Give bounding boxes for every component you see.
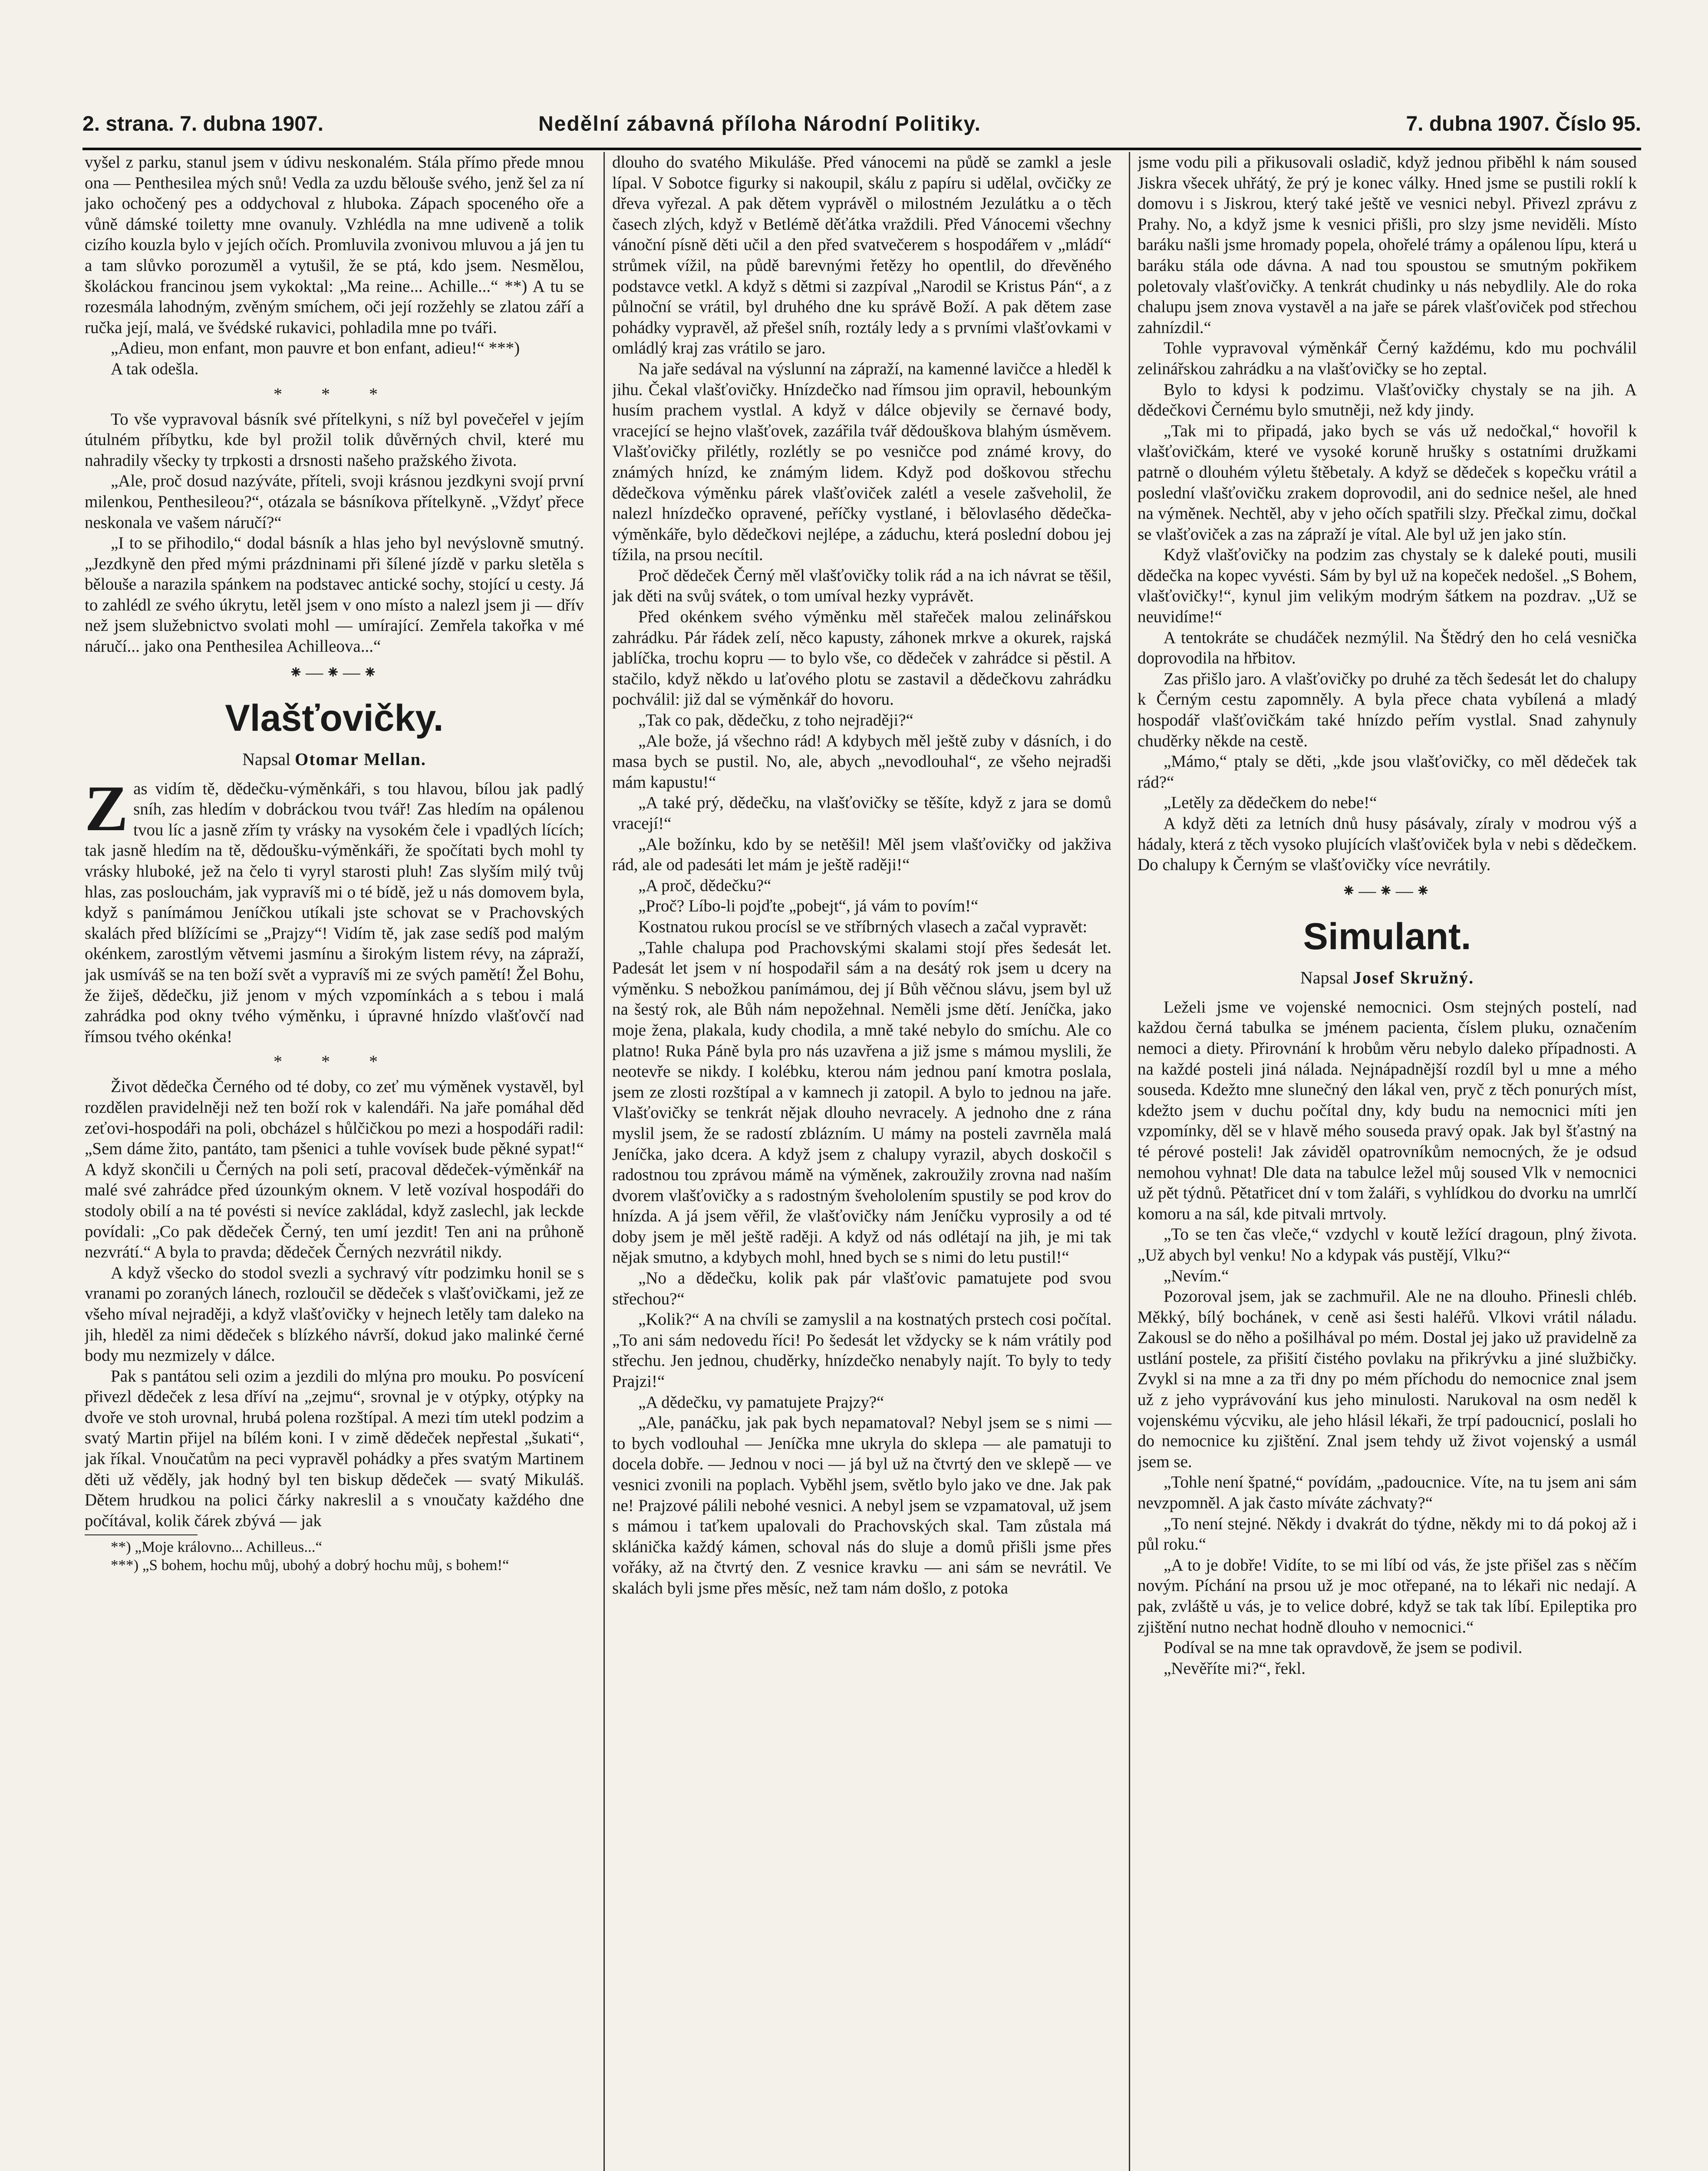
- paragraph: „Ale, proč dosud nazýváte, příteli, svoji krásnou jezdkyni svojí první milenkou, Penthesileou?“, otázala se básníkova přítelkyně. „Vždyť přece neskonala ve vašem náručí?“: [85, 472, 584, 532]
- paragraph: „Adieu, mon enfant, mon pauvre et bon enfant, adieu!“ ***): [111, 339, 520, 358]
- paragraph: „A to je dobře! Vidíte, to se mi líbí od vás, že jste přišel zas s něčím novým. Píchání na prsou už je moc otřepané, na to lékaři nic nedají. A pak, zvláště u vás, je to velice dobré, když se tak tak líbí. Epileptika pro zjištění nutno nechat hodně dlouho v nemocnici.“: [1138, 1555, 1637, 1636]
- footnote: **) „Moje královno... Achilleus...“: [111, 1538, 322, 1556]
- author-name: Josef Skružný.: [1352, 967, 1474, 987]
- paragraph: Kostnatou rukou procísl se ve stříbrných vlasech a začal vypravět:: [638, 917, 1088, 936]
- paragraph: Proč dědeček Černý měl vlašťovičky tolik rád a na ich návrat se těšil, jak děti na svůj svátek, o tom umíval hezky vyprávět.: [612, 566, 1111, 606]
- paragraph: Tohle vypravoval výměnkář Černý každému, kdo mu pochválil zelinářskou zahrádku a na vlašťovičky se ho zeptal.: [1138, 339, 1637, 378]
- paragraph: A tak odešla.: [111, 359, 199, 378]
- section-break: * * *: [274, 384, 395, 404]
- footnote: ***) „S bohem, hochu můj, ubohý a dobrý hochu můj, s bohem!“: [111, 1557, 509, 1574]
- paragraph: To vše vypravoval básník své přítelkyni, s níž byl povečeřel v jejím útulném příbytku, kde byl prožil tolik důvěrných chvil, které mu nahradily všecky ty trpkosti a drsnosti našeho pražského života.: [85, 409, 584, 470]
- paragraph: „To se ten čas vleče,“ vzdychl v koutě ležící dragoun, plný života. „Už abych byl venku! No a kdypak vás pustějí, Vlku?“: [1138, 1225, 1637, 1264]
- byline-prefix: Napsal: [1300, 967, 1349, 987]
- paragraph: „Tahle chalupa pod Prachovskými skalami stojí přes šedesát let. Padesát let jsem v ní hospodařil sám a na desátý rok jsem u dcery na výměnku. S nebožkou panímámou, dej jí Bůh věčnou slávu, jsem byl už na šestý rok, ale Bůh nám nepožehnal. Neměli jsme dětí. Jeníčka, jako moje žena, plakala, kudy chodila, a mně také nebylo do smíchu. Ale co platno! Ruka Páně byla pro nás uzavřena a již jsme s mámou myslili, že neotevře se nikdy. I kolébku, kterou nám jednou paní kmotra poslala, jsem ze zlosti rozštípal a v kamnech ji zatopil. A bylo to jednou na jaře. Vlašťovičky se tenkrát nějak dlouho nevracely. A jednoho dne z rána myslil jsem, že se radostí zblázním. U mámy na postelі zavrněla malá Jeníčka, jako dcera. A když jsem z chalupy vyrazil, abych doskočil s radostnou tou zprávou mámě na výměnek, zakroužily zrovna nad naším dvorem vlašťovičky a s radostným švehololením spustily se pod krov do hnízda. A já jsem věřil, že vlašťovičky nám Jeníčku vyprosily a od té doby jsem je měl ještě raději. A když od nás odlétají na jih, je mi tak nějak smutno, a kdybych mohl, hned bych se s nimi do letu pustil!“: [612, 938, 1111, 1267]
- paragraph: „Ale bože, já všechno rád! A kdybych měl ještě zuby v dásních, i do masa bych se pustil. No, ale, abych „nevodlouhal“, ze všeho nejradši mám kapustu!“: [612, 731, 1111, 792]
- paragraph: A když všecko do stodol svezli a sychravý vítr podzimku honil se s vranami po zoraných lánech, rozloučil se dědeček s vlašťovičkami, jež ze všeho míval nejraději, a když vlašťovičky v hejnech letěly tam daleko na jih, hleděl za nimi dědeček s blízkého návrší, dokud jako malinké černé body mu nezmizely v dálce.: [85, 1263, 584, 1365]
- paragraph-text: as vidím tě, dědečku-výměnkáři, s tou hlavou, bílou jak padlý sníh, zas hledím v dobráckou tvou tvář! Zas hledím na opálenou tvou líc a jasně zřím ty vrásky na vysokém čele i vpadlých lících; tak jasně hledím na tě, dědoušku-výměnkáři, že spočítati bych mohl ty vrásky hluboké, jež na čelo ti vyryl starosti pluh! Zas slyším milý tvůj hlas, zas poslouchám, jak vypravíš mi o té bídě, jež u nás domovem byla, když s panímámou Jeníčkou utíkali jste schovat se v Prachovských skalách před blížícími se „Prajzy“! Vidím tě, jak zase sedíš pod malým okénkem, zarostlým větvemi jasmínu a širokým listem révy, na zápraží, jak usmíváš se na ten boží svět a vypravíš mi ze svých pamětí! Žel Bohu, že žiješ, dědečku, již jenom v mých vzpomínkách a s tebou i malá zahrádka pod okny tvého výměnku, i úpravné hnízdo vlašťovčí nad římsou tvého okénka!: [85, 779, 584, 1046]
- paragraph: Podíval se na mne tak opravdově, že jsem se podivil.: [1164, 1638, 1523, 1657]
- paragraph: Když vlašťovičky na podzim zas chystaly se k daleké pouti, musili dědečka na kopec vyvésti. Sám by byl už na kopeček nedošel. „S Bohem, vlašťovičky!“, kynul jim velikým modrým šátkem na pozdrav. „Už se neuvidíme!“: [1138, 545, 1637, 627]
- paragraph: Pozoroval jsem, jak se zachmuřil. Ale ne na dlouho. Přinesli chléb. Měkký, bílý bochánek, v ceně asi šesti haléřů. Vlkovi vrátil náladu. Zakousl se do něho a pošilhával po mém. Dostal jej jako už pravidelně za ustlání postele, za přišití čistého povlaku na přikrývku a jiné službičky. Zvykl si na mne a za tři dny po mém příchodu do nemocnice znal jsem už z jeho vyprávování kus jeho minulosti. Narukoval na osm neděl k vojenskému výcviku, ale jeho hlásil lékaři, že trpí padoucnicí, poslali ho do nemocnice ku zjištění. Znal jsem tehdy už život vojenský a usmál jsem se.: [1138, 1287, 1637, 1471]
- paragraph: „Tak mi to připadá, jako bych se vás už nedočkal,“ hovořil k vlašťovičkám, které ve vysoké koruně hrušky s ostatními družkami patrně o dlouhém výletu štěbetaly. A když se dědeček s kopečku vrátil a poslední vlašťovičku zrakem doprovodil, ani do sednice nešel, ale hned na výměnek. Nechtěl, aby v jeho očích spatřili slzy. Přečkal zimu, dočkal se vlašťoviček a zas na zápraží je vítal. Ale byl už jen jako stín.: [1138, 421, 1637, 544]
- footnote-rule: [85, 1534, 198, 1535]
- column-2: [612, 152, 1111, 2171]
- paragraph: jsme vodu pili a přikusovali osladič, když jednou přiběhl k nám soused Jiskra všecek uhřátý, že prý je konec války. Hned jsme se pustili roklí k domovu i s Jiskrou, který také ještě ve vesnici nebyl. Přivezl zprávu z Prahy. No, a když jsme k vesnici přišli, pro slzy jsme neviděli. Místo baráku našli jsme hromady popela, ohořelé trámy a opálenou lípu, která u baráku stála ode dávna. A nad tou spoustou se smutným pokřikem poletovaly vlašťovičky. A tenkrát chudinky u nás nebydlily. Ale do roka chalupu jsem znova vystavěl a na jaře se párek vlašťoviček pod střechou zahnízdil.“: [1138, 153, 1637, 337]
- drop-cap: Z: [85, 772, 129, 845]
- paragraph: Pak s pantátou seli ozim a jezdili do mlýna pro mouku. Po posvícení přivezl dědeček z lesa dříví na „zejmu“, srovnal je v otýpky, otýpky na dvoře ve stoh urovnal, hrubá polena rozštípal. A mezi tím utekl podzim a svatý Martin přijel na bílém koni. I v zimě dědeček nepřestal „šukati“, jak říkal. Vnoučatům na peci vypravěl pohádky a přes svatým Martinem děti už věděly, jak hodný byl ten biskup dědeček — svatý Mikuláš. Dětem hrudkou na polici čárky nakreslil a s vnoučaty každého dne počítával, kolik čárek zbývá — jak: [85, 1366, 584, 1530]
- header-date-issue: 7. dubna 1907. Číslo 95.: [1406, 112, 1641, 135]
- paragraph: „A proč, dědečku?“: [638, 876, 772, 895]
- paragraph: „Ale božínku, kdo by se netěšil! Měl jsem vlašťovičky od jakživa rád, ale od padesáti let mám je ještě raději!“: [612, 835, 1111, 874]
- paragraph: Bylo to kdysi k podzimu. Vlašťovičky chystaly se na jih. A dědečkovi Černému bylo smutněji, než kdy jindy.: [1138, 380, 1637, 420]
- paragraph: „Proč? Líbo-li pojďte „pobejt“, já vám to povím!“: [638, 897, 979, 916]
- paragraph: „Letěly za dědečkem do nebe!“: [1164, 793, 1377, 812]
- paragraph: vyšel z parku, stanul jsem v údivu neskonalém. Stála přímo přede mnou ona — Penthesilea mých snů! Vedla za uzdu běloušе svého, jenž šel za ní jako ochočený pes a oddychoval z hluboka. Zápach spoceného oře a vůně dámské toiletty mne ovanuly. Vzhlédla na mne udiveně a tolik cizího kouzla bylo v jejích očích. Promluvila zvonivou mluvou a já jen tu a tam slůvko porozuměl a vytušil, že se ptá, kdo jsem. Nesmělou, školáckou francinou jsem vykoktal: „Ma reine... Achille...“ **) A tu se rozesmála lahodným, zvěným smíchem, oči její rozžehly se zlatou září a ručka její, malá, ve švédské rukavici, pohladila mne po tváři.: [85, 153, 584, 337]
- paragraph: „I to se přihodilo,“ dodal básník a hlas jeho byl nevýslovně smutný. „Jezdkyně den před mými prázdninami při šílené jízdě v parku sletěla s běloušе a narazila spánkem na podstavec antické sochy, stojící u cesty. Já to zahlédl ze svého úkrytu, letěl jsem v ono místo a nalezl jsem ji — dřív než jsem služebnictvo svolati mohl — umírající. Zemřela takořka v mé náručí... jako ona Penthesilea Achilleova...“: [85, 534, 584, 656]
- paragraph: Leželi jsme ve vojenské nemocnici. Osm stejných postelí, nad každou černá tabulka se jménem pacienta, číslem pluku, označením nemoci a diety. Přirovnání k hrobům věru nebylo daleko případnosti. A na každé posteli jiná nálada. Nejnápadnější rozdíl byl u mne a mého souseda. Kdežto mne slunečný den lákal ven, pryč z těch ponurých míst, kdežto jsem v duchu počítal dny, kdy budu na nemocnici míti jen vzpomínky, děl se v hlavě mého souseda pravý opak. Jak byl šťastný na té pérové posteli! Jak záviděl opatrovníkům nemocných, že je odsud nemohou vyhnat! Dle data na tabulce ležel můj soused Vlk v nemocnici už pět týdnů. Pětatřicet dní v tom žaláři, s vyhlídkou do dvorku na umrlčí komoru a na sál, kde pitvali mrtvoly.: [1138, 997, 1637, 1223]
- paragraph: Před okénkem svého výměnku měl stařeček malou zelinářskou zahrádku. Pár řádek zelí, něco kapusty, záhonek mrkve a okurek, rajská jablíčka, trochu kopru — to bylo vše, co dědeček v zahrádce si pěstil. A stačilo, když někdo u laťového plotu se zastavil a dědečkovu zahrádku pochválil: již dal se výměnkář do hovoru.: [612, 607, 1111, 709]
- article-byline: [1138, 965, 1637, 991]
- article-title: Vlašťovičky.: [225, 697, 444, 739]
- column-1: [85, 152, 584, 2171]
- paragraph: „To není stejné. Někdy i dvakrát do týdne, někdy mi to dá pokoj až i půl roku.“: [1138, 1514, 1637, 1554]
- article-byline: [85, 746, 584, 772]
- paragraph: „Nevím.“: [1164, 1266, 1229, 1285]
- header-rule: [82, 148, 1641, 150]
- header-page-number-date: 2. strana. 7. dubna 1907.: [82, 112, 323, 135]
- column-3: [1138, 152, 1637, 2171]
- paragraph: „Mámo,“ ptaly se děti, „kde jsou vlašťovičky, co měl dědeček tak rád?“: [1138, 752, 1637, 792]
- paragraph: [85, 772, 584, 1047]
- paragraph: „No a dědečku, kolik pak pár vlašťovic pamatujete pod svou střechou?“: [612, 1269, 1111, 1308]
- page-header: [82, 112, 1641, 147]
- paragraph: „Tohle není špatné,“ povídám, „padoucnice. Víte, na tu jsem ani sám nevzpomněl. A jak často míváte záchvaty?“: [1138, 1473, 1637, 1513]
- paragraph: Život dědečka Černého od té doby, co zeť mu výměnek vystavěl, byl rozdělen pravidelněji než ten boží rok v kalendáři. Na jaře pomáhal děd zeťovi-hospodáři na poli, obcházel s hůlčičkou po mezi a hospodáři radil: „Sem dáme žito, pantáto, tam pšenici a tuhle vovísek bude pěkné sypat!“ A když skončili u Černých na poli setí, pracoval dědeček-výměnkář na malé své zahrádce před úzounkým oknem. V letě vozíval hospodáři do stodoly obilí a na té povésti si nevíce zakládal, když zaslechl, jak leckde povídali: „Co pak dědeček Černý, ten umí jezdit! Ten ani na průhoně nezvrátí.“ A byla to pravda; dědeček Černých nezvrátil nikdy.: [85, 1077, 584, 1262]
- article-title: Simulant.: [1303, 915, 1471, 957]
- paragraph: A když děti za letních dnů husy pásávaly, zíraly v modrou výš a hádaly, která z těch vysoko plujících vlašťoviček byla v nebi s dědečkem. Do chalupy k Černým se vlašťovičky více nevrátily.: [1138, 814, 1637, 874]
- paragraph: Na jaře sedával na výslunní na zápraží, na kamenné lavičce a hleděl k jihu. Čekal vlašťovičky. Hnízdečko nad římsou jim opravil, hebounkým husím prachem vystlal. A když v dálce objevily se černavé body, vracející se hejno vlašťovek, zazářila tvář dědouškova blahým úsměvem. Vlašťovičky přilétly, rozlétly se po vesničce pod známé krovy, do známých hnízd, ke známým lidem. Když pod doškovou střechu dědečkova výměnku párek vlašťoviček zalétl a vesele zašveholil, že nalezl hnízdečko opravené, peříčky vystlané, i bělovlasého dědečka-výměnkáře, bylo dědečkovi nejlépe, a záduchu, která poslední dobou jej tížila, na prsou necítil.: [612, 359, 1111, 564]
- paragraph: Zas přišlo jaro. A vlašťovičky po druhé za těch šedesát let do chalupy k Černým cestu zapomněly. A byla přece chata vybílená a mladý hospodář vlašťovičkám také hnízdo peřím vystlal. Snad zahynuly chuděrky někde na cestě.: [1138, 669, 1637, 750]
- paragraph: „Ale, panáčku, jak pak bych nepamatoval? Nebyl jsem se s nimi — to bych vodlouhal — Jeníčka mne ukryla do sklepa — ale pamatuji to docela dobře. — Jednou v noci — já byl už na čtvrtý den ve sklepě — ve vesnici zvonili na poplach. Vyběhl jsem, světlo bylo jako ve dne. Jak pak ne! Prajzové pálili nebohé vesnici. A nebyl jsem se vzpamatoval, už jsem s mámou i taťkem upalovali do Prachovských skal. Tam zůstala má sklánička každý kámen, schoval nás do sluje a domů přišli jsme přes vořáky, až na čtvrtý den. Z vesnice kravku — ani sám se nevrátil. Ve skalách byli jsme přes měsíc, než tam nám došlo, z potoka: [612, 1413, 1111, 1597]
- paragraph: A tentokráte se chudáček nezmýlil. Na Štědrý den ho celá vesnička doprovodila na hřbitov.: [1138, 628, 1637, 668]
- paragraph: „Kolik?“ A na chvíli se zamyslil a na kostnatých prstech cosi počítal. „To ani sám nedovedu říci! Po šedesát let vždycky se k nám vrátily pod střechu. Jen jednou, chuděrky, hnízdečko nenabyly najít. To byly to tedy Prajzi!“: [612, 1310, 1111, 1391]
- paragraph: dlouho do svatého Mikuláše. Před vánocemi na půdě se zamkl a jesle lípal. V Sobotce figurky si nakoupil, skálu z papíru si udělal, ovčičky ze dřeva vyřezal. A pak dětem vyprávěl o milostném Jezulátku a o těch časech zlých, když v Betlémě děťátka vraždili. Před Vánocemi všechny vánoční písně děti učil a den před svatvečerem s hospodářem v „mládí“ strůmek vížil, na půdě barevnými řetězy ho opentlil, do dřevěného podstavce vetkl. A když s dětmi si zazpíval „Narodil se Kristus Pán“, a z půlnoční se vrátil, byl druhého dne ku správě Boží. A pak dětem zase pohádky vypravěl, až přešel sníh, roztály ledy a s prvními vlašťovkami v omládlý kraj zas vrátilo se jaro.: [612, 153, 1111, 358]
- paragraph: „Tak co pak, dědečku, z toho nejraději?“: [638, 711, 913, 730]
- paragraph: „Nevěříte mi?“, řekl.: [1164, 1659, 1306, 1678]
- ornament-divider: ⁕—⁕—⁕: [288, 662, 380, 682]
- paragraph: „A také prý, dědečku, na vlašťovičky se těšíte, když z jara se domů vracejí!“: [612, 793, 1111, 833]
- column-divider: [603, 152, 605, 2171]
- byline-prefix: Napsal: [242, 749, 291, 769]
- author-name: Otomar Mellan.: [295, 749, 426, 769]
- column-divider: [1129, 152, 1130, 2171]
- header-publication-title: Nedělní zábavná příloha Národní Politiky.: [538, 112, 981, 135]
- paragraph: „A dědečku, vy pamatujete Prajzy?“: [638, 1392, 884, 1412]
- ornament-divider: ⁕—⁕—⁕: [1341, 881, 1433, 901]
- section-break: * * *: [274, 1052, 395, 1072]
